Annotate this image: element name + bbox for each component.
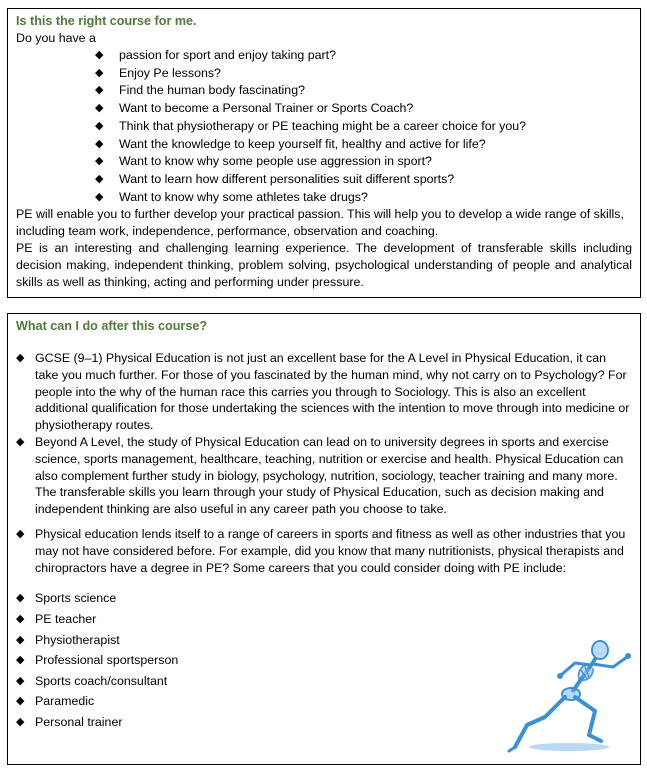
diamond-bullet-icon: ◆: [16, 612, 25, 625]
diamond-bullet-icon: ◆: [16, 633, 25, 646]
section2-heading: What can I do after this course?: [16, 319, 208, 333]
after-course-box: [7, 313, 641, 765]
progression-list: [16, 350, 632, 576]
diamond-bullet-icon: ◆: [95, 190, 104, 203]
list-item: ◆ Personal trainer: [16, 712, 632, 733]
list-item: ◆ Sports science: [16, 588, 632, 609]
list-item: ◆ Paramedic: [16, 691, 632, 712]
diamond-bullet-icon: ◆: [16, 592, 25, 605]
list-item: ◆ Want to know why some people use aggression in sport?: [16, 153, 632, 171]
diamond-bullet-icon: ◆: [16, 435, 25, 448]
list-item: ◆ Physical education lends itself to a range of careers in sports and fitness as well as other industries that you may not have considered before. For example, did you know that many nutritionists, physical therapists and chiropractors have a degree in PE? Some careers that you could consider doing with PE include:: [16, 526, 626, 575]
diamond-bullet-icon: ◆: [95, 49, 104, 61]
running-skeleton-icon: [505, 637, 633, 759]
list-item: ◆ passion for sport and enjoy taking part?: [16, 47, 632, 65]
diamond-bullet-icon: ◆: [95, 102, 104, 115]
list-item: ◆ Sports coach/consultant: [16, 671, 632, 692]
list-item: ◆ Want to learn how different personalities suit different sports?: [16, 171, 632, 189]
course-suitability-box: [7, 8, 641, 298]
list-item: ◆ Physiotherapist: [16, 630, 632, 651]
diamond-bullet-icon: ◆: [16, 715, 25, 728]
diamond-bullet-icon: ◆: [95, 137, 104, 150]
diamond-bullet-icon: ◆: [16, 654, 25, 667]
list-item: ◆ Think that physiotherapy or PE teaching might be a career choice for you?: [16, 118, 632, 136]
suitability-list: [16, 47, 632, 206]
list-item: ◆ Want the knowledge to keep yourself fit, healthy and active for life?: [16, 136, 632, 154]
diamond-bullet-icon: ◆: [95, 155, 104, 168]
list-item: ◆ Want to become a Personal Trainer or Sports Coach?: [16, 100, 632, 118]
list-item: ◆ Want to know why some athletes take drugs?: [16, 189, 632, 207]
list-item: ◆ Professional sportsperson: [16, 650, 632, 671]
skills-paragraph: PE will enable you to further develop your practical passion. This will help you to develop a wide range of skills, including team work, independence, performance, observation and coaching.: [16, 207, 624, 239]
diamond-bullet-icon: ◆: [95, 119, 104, 132]
diamond-bullet-icon: ◆: [95, 172, 104, 185]
section1-heading: Is this the right course for me.: [16, 14, 197, 28]
diamond-bullet-icon: ◆: [95, 84, 104, 97]
list-item: ◆ PE teacher: [16, 609, 632, 630]
list-item: ◆ Beyond A Level, the study of Physical Education can lead on to university degrees in sports and exercise science, sports management, healthcare, teaching, nutrition or exercise and health. Physical Education can also complement further study in biology, psychology, nutrition, sociology, teacher training and many more. The transferable skills you learn through your study of Physical Education, such as decision making and independent thinking are also useful in any career path you choose to take.: [16, 434, 624, 517]
diamond-bullet-icon: ◆: [16, 352, 25, 364]
learning-experience-paragraph: PE is an interesting and challenging learning experience. The development of transferable skills including decision making, independent thinking, problem solving, psychological understanding of people and analytical skills as well as thinking, acting and performing under pressure.: [16, 241, 632, 290]
section1-intro: Do you have a: [16, 31, 96, 45]
list-item: ◆ Find the human body fascinating?: [16, 82, 632, 100]
diamond-bullet-icon: ◆: [16, 695, 25, 708]
diamond-bullet-icon: ◆: [16, 527, 25, 540]
list-item: ◆ Enjoy Pe lessons?: [16, 65, 632, 83]
diamond-bullet-icon: ◆: [16, 674, 25, 687]
list-item: ◆ GCSE (9–1) Physical Education is not just an excellent base for the A Level in Physical Education, it can take you much further. For those of you fascinated by the human mind, why not carry on to Psychology? For people into the why of the human race this carries you through to Sociology. This is also an excellent additional qualification for those undertaking the sciences with the intention to move through into medicine or physiotherapy routes.: [16, 351, 630, 433]
diamond-bullet-icon: ◆: [95, 66, 104, 79]
